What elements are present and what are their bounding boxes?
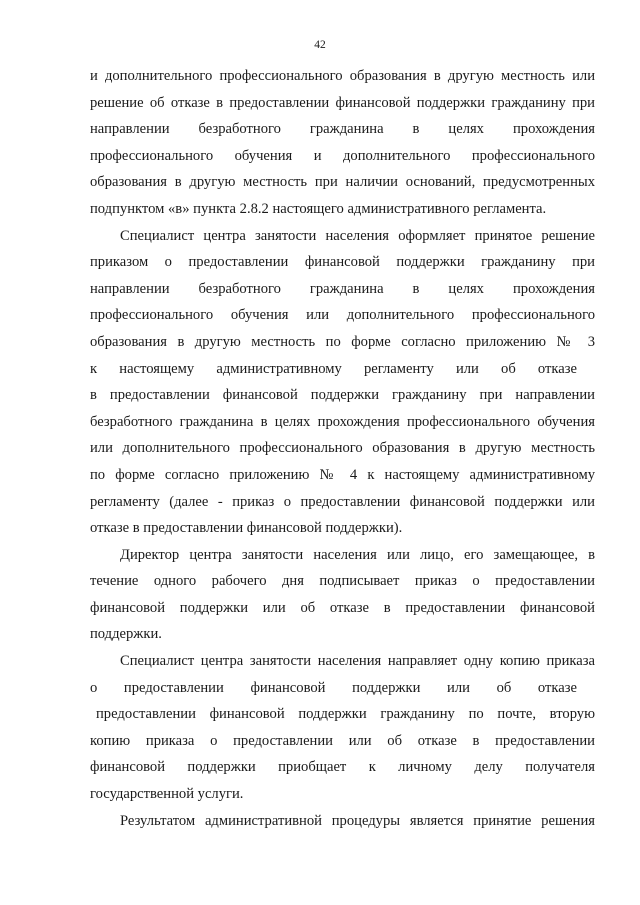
paragraph-3 (90, 542, 595, 648)
text-line: государственной услуги. (90, 786, 244, 803)
text-line: Результатом административной процедуры является принятие решения (120, 812, 595, 829)
text-line: профессионального обучения и дополнительного профессионального (90, 147, 595, 164)
text-line: регламенту (далее - приказ о предоставлении финансовой поддержки или (90, 493, 595, 510)
paragraph-5 (90, 808, 595, 835)
body-text (90, 63, 595, 834)
text-line: к настоящему административному регламенту или об отказе (90, 360, 577, 377)
text-line: и дополнительного профессионального образования в другую местность или (90, 68, 595, 84)
text-line: решение об отказе в предоставлении финансовой поддержки гражданину при (90, 94, 595, 111)
page-number: 42 (314, 39, 326, 51)
text-line: Специалист центра занятости населения оформляет принятое решение (120, 227, 595, 244)
text-line: финансовой поддержки приобщает к личному делу получателя (90, 759, 595, 776)
text-line: Директор центра занятости населения или лицо, его замещающее, в (120, 546, 595, 563)
text-line: отказе в предоставлении финансовой поддержки). (90, 520, 403, 537)
text-line: профессионального обучения или дополнительного профессионального (90, 307, 595, 324)
text-line: о предоставлении финансовой поддержки или об отказе (90, 679, 577, 696)
text-line: безработного гражданина в целях прохождения профессионального обучения (90, 413, 595, 430)
text-line: финансовой поддержки или об отказе в предоставлении финансовой (90, 599, 595, 616)
text-line: копию приказа о предоставлении или об отказе в предоставлении (90, 732, 595, 749)
text-line: предоставлении финансовой поддержки гражданину по почте, вторую (96, 706, 595, 723)
text-line: направлении безработного гражданина в целях прохождения (90, 280, 595, 297)
text-line: по форме согласно приложению № 4 к настоящему административному (90, 466, 595, 483)
text-line: течение одного рабочего дня подписывает приказ о предоставлении (90, 573, 595, 590)
text-line: направлении безработного гражданина в целях прохождения (90, 121, 595, 138)
paragraph-4 (90, 648, 595, 808)
text-line: образования в другую местность по форме согласно приложению № 3 (90, 333, 595, 350)
text-line: подпунктом «в» пункта 2.8.2 настоящего административного регламента. (90, 200, 547, 217)
text-line: или дополнительного профессионального образования в другую местность (90, 440, 595, 457)
text-line: Специалист центра занятости населения направляет одну копию приказа (120, 653, 595, 670)
text-line: поддержки. (90, 626, 162, 643)
paragraph-1 (90, 63, 595, 223)
text-line: образования в другую местность при наличии оснований, предусмотренных (90, 174, 595, 191)
text-line: приказом о предоставлении финансовой поддержки гражданину при (90, 254, 595, 271)
text-line: в предоставлении финансовой поддержки гражданину при направлении (90, 387, 595, 404)
paragraph-2 (90, 223, 595, 542)
